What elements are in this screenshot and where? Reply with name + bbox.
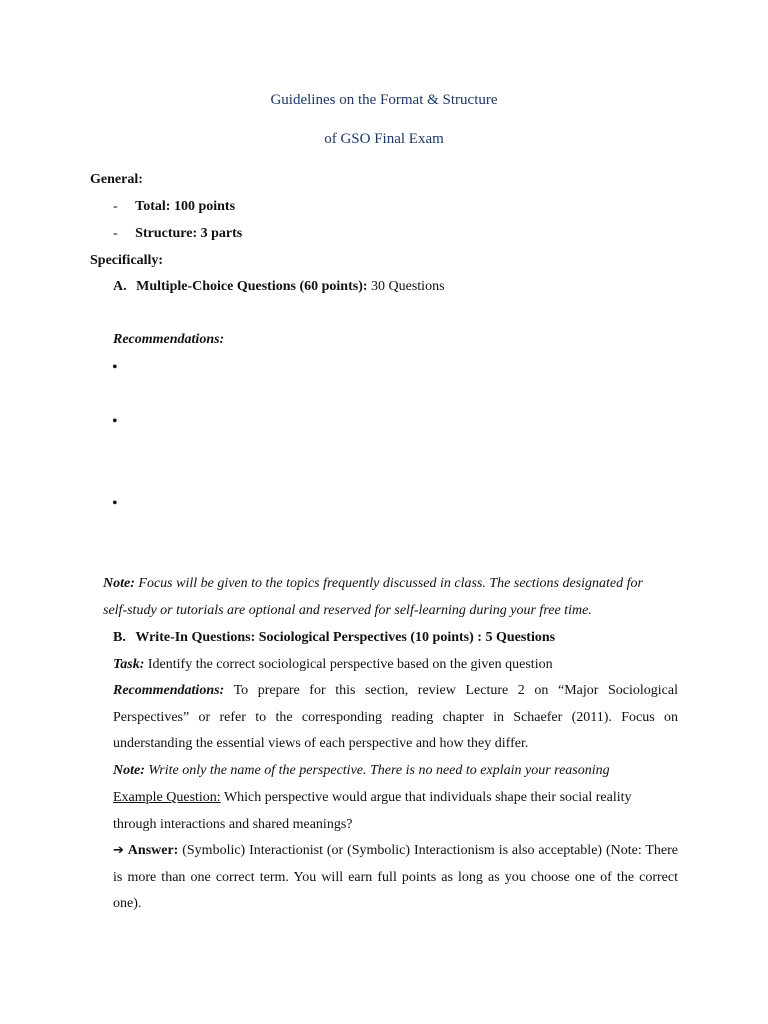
general-item-total [113,198,235,216]
recommendation-bullet: • [112,413,118,430]
section-b-example [113,785,678,838]
section-a-note-line2: self-study or tutorials are optional and reserved for self-learning during your free time. [103,603,592,618]
arrow-right-icon: ➔ [113,843,124,858]
general-item-text: Total: 100 points [135,199,236,214]
document-title-line1: Guidelines on the Format & Structure [270,92,498,108]
section-b-recommendations-text: To prepare for this section, review Lecture 2 on “Major Sociological Perspectives” or refer to the corresponding reading chapter in Schaefer (2011). Focus on understanding the essential views of each perspective and how they differ. [113,683,678,752]
section-b-letter: B. [113,630,126,645]
section-b-heading [113,629,555,647]
section-a-count: 30 Questions [371,279,445,294]
general-item-text: Structure: 3 parts [135,226,243,241]
section-b-note-text: Write only the name of the perspective. There is no need to explain your reasoning [144,763,610,778]
section-b-answer-label: Answer: [127,843,179,858]
section-a-heading [113,278,445,296]
specifically-heading: Specifically: [90,253,164,268]
section-b-example-label: Example Question: [113,790,221,805]
section-b-answer [113,838,678,918]
section-b-note [113,762,610,780]
section-a-title: Multiple-Choice Questions (60 points): [136,279,368,294]
section-b-title: Write-In Questions: Sociological Perspectives (10 points) : 5 Questions [135,630,556,645]
dash-marker: - [113,199,118,214]
section-a-note-label: Note: [103,576,135,591]
dash-marker: - [113,226,118,241]
section-b-example-text: Which perspective would argue that individuals shape their social reality through interactions and shared meanings? [113,790,632,832]
section-a-note-line1 [103,575,643,593]
section-b-recommendations-label: Recommendations: [113,683,225,698]
section-b-task [113,656,553,674]
document-title-line2: of GSO Final Exam [324,131,444,147]
section-a-recommendations-label: Recommendations: [113,332,225,347]
section-b-answer-text: (Symbolic) Interactionist (or (Symbolic) Interactionism is also acceptable) (Note: There is more than one correct term. You will earn full points as long as you choose one of the correct one). [113,843,678,912]
general-heading: General: [90,172,143,187]
section-b-task-label: Task: [113,657,145,672]
recommendation-bullet: • [112,359,118,376]
section-b-recommendations [113,678,678,758]
general-item-structure [113,225,242,243]
section-a-note-text: Focus will be given to the topics frequently discussed in class. The sections designated for [134,576,643,591]
section-a-letter: A. [113,279,127,294]
recommendation-bullet: • [112,495,118,512]
section-b-task-text: Identify the correct sociological perspective based on the given question [144,657,553,672]
section-b-note-label: Note: [113,763,145,778]
